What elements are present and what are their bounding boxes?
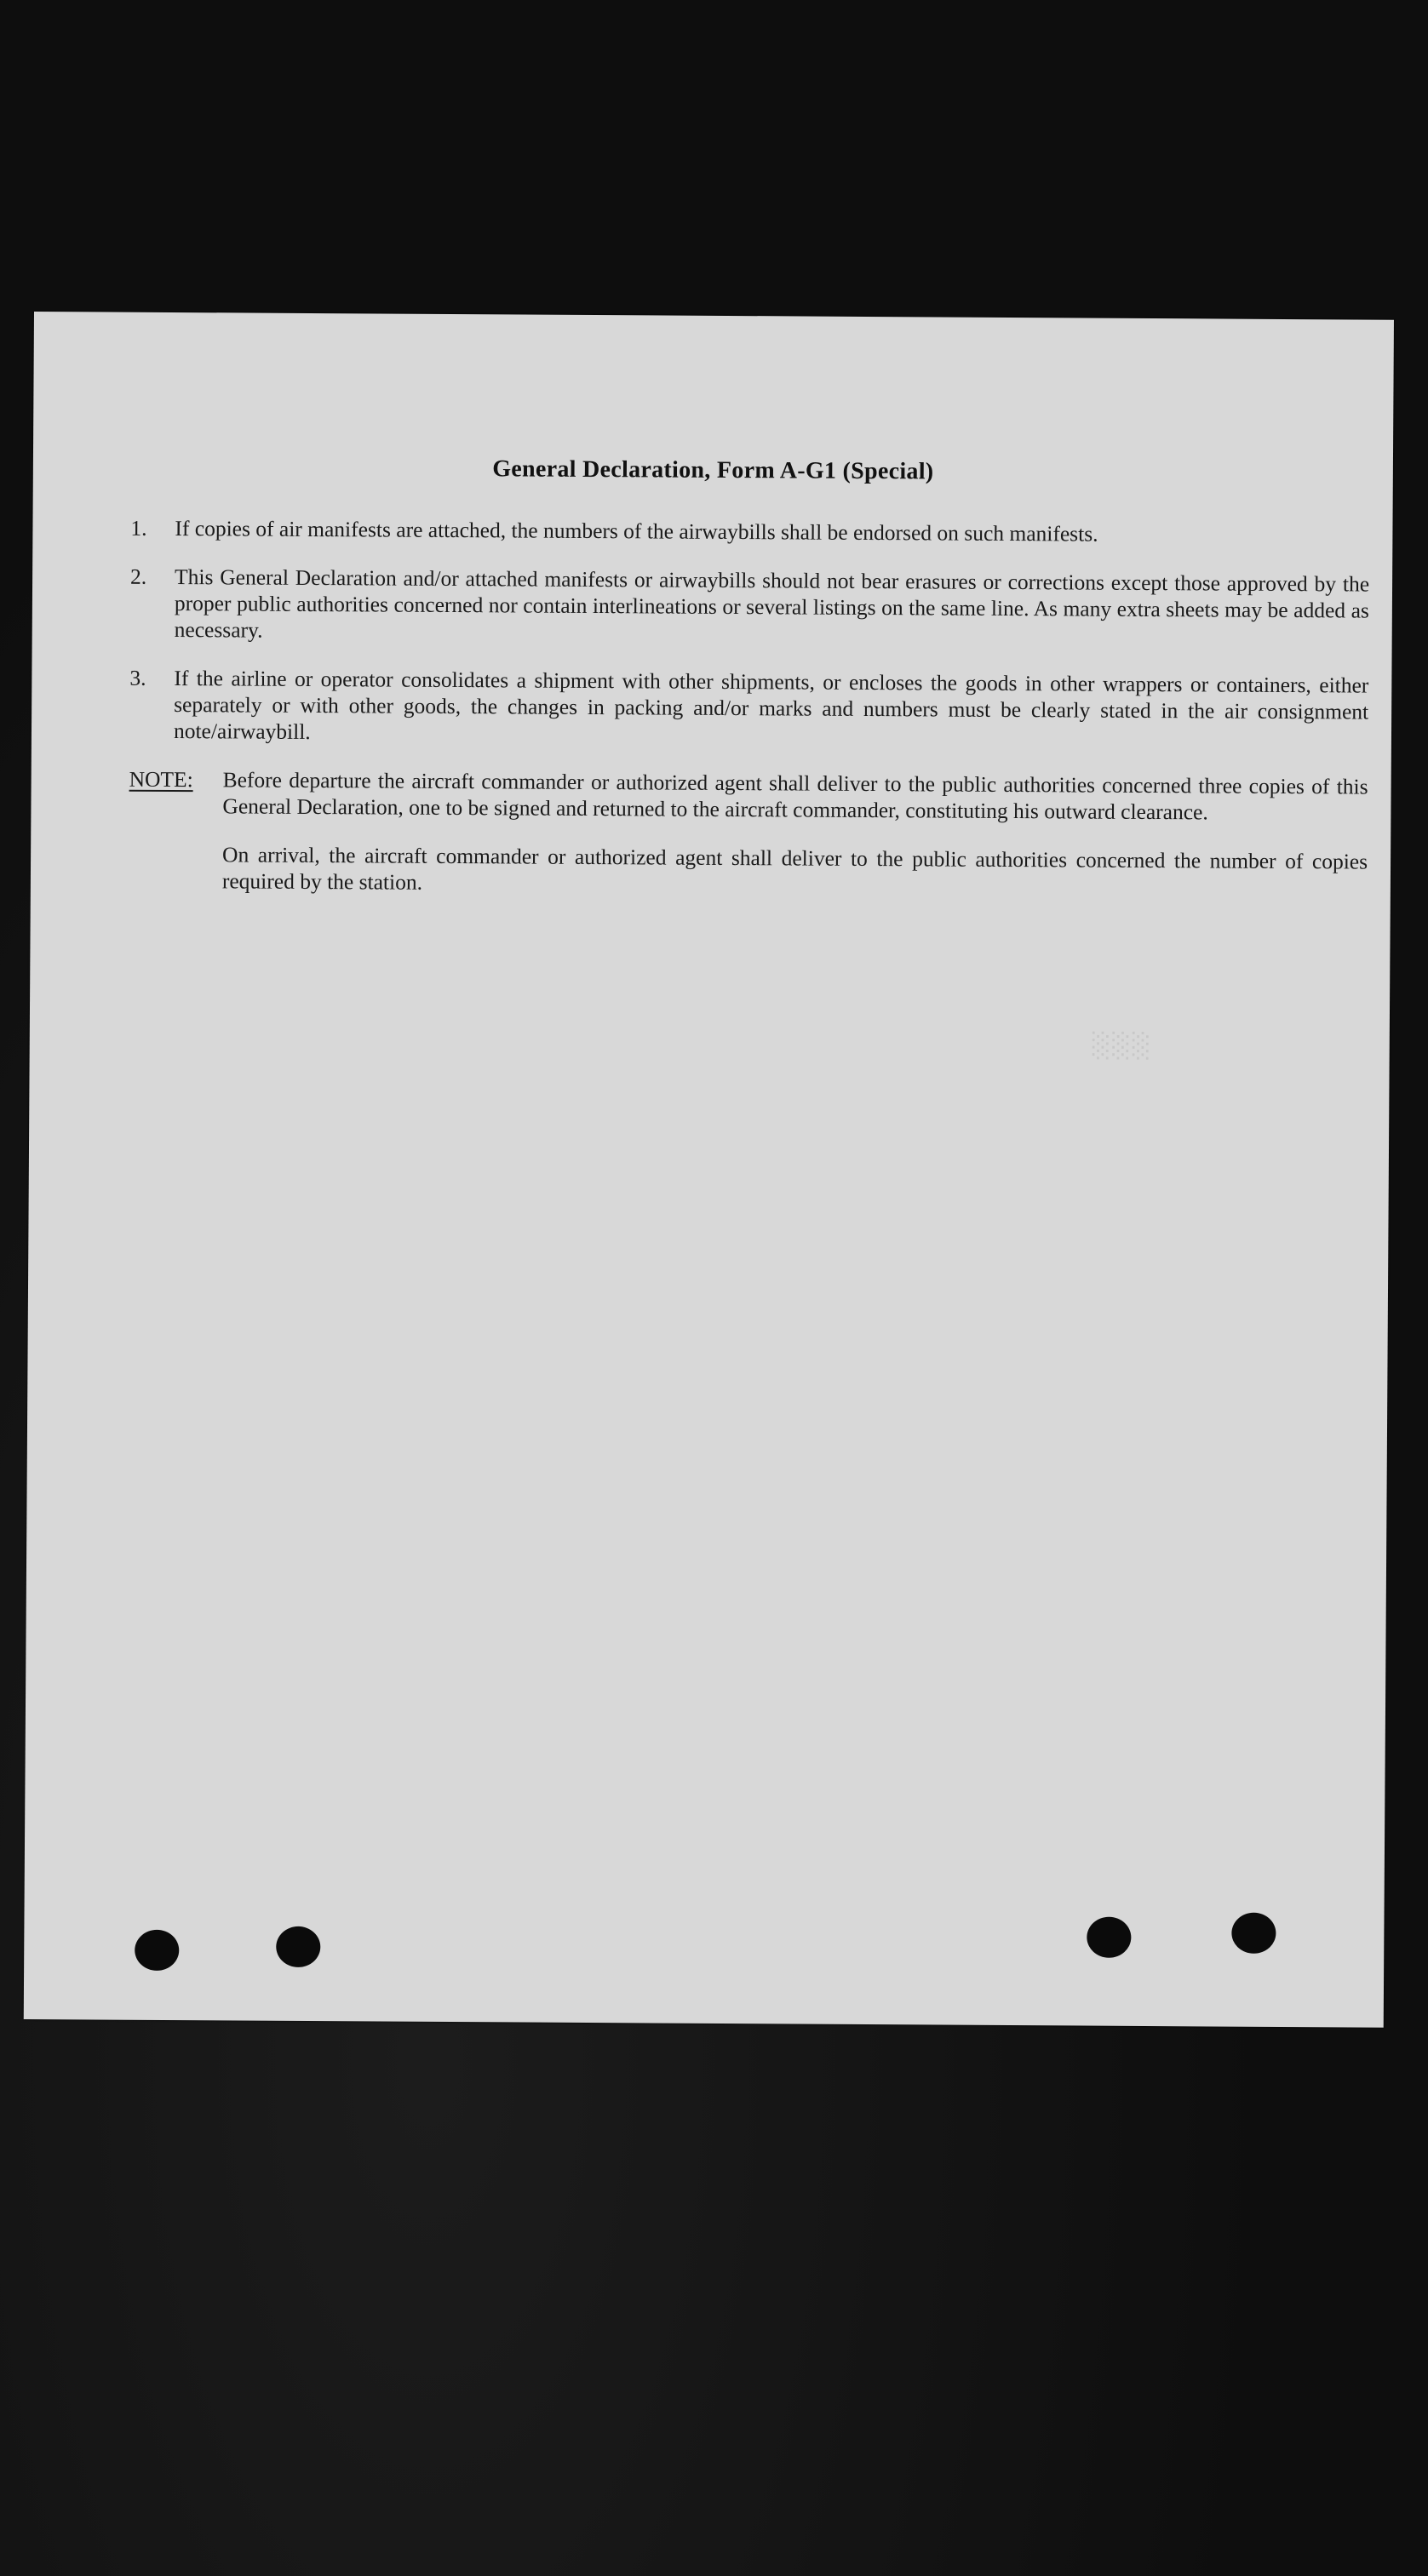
punch-hole <box>276 1926 320 1967</box>
note-body <box>222 766 1368 923</box>
item-number: 2. <box>130 564 147 589</box>
item-number: 3. <box>129 665 146 690</box>
note-paragraph: Before departure the aircraft commander or authorized agent shall deliver to the public authorities concerned three copies of this General Declaration, one to be signed and returned to the aircraft commander, constituting his outward clearance. <box>222 767 1368 825</box>
list-item <box>130 564 1370 650</box>
note-paragraph: On arrival, the aircraft commander or authorized agent shall deliver to the public authorities concerned the number of copies required by the station. <box>221 842 1368 895</box>
punch-hole <box>1231 1913 1276 1954</box>
note-label: NOTE: <box>129 766 193 793</box>
item-text: This General Declaration and/or attached manifests or airwaybills should not bear erasures or corrections except those approved by the proper public authorities concerned nor contain interlineations or several listings on the same line. As many extra sheets may be added as necessary. <box>174 564 1370 643</box>
item-text: If the airline or operator consolidates a shipment with other shipments, or encloses the goods in other wrappers or containers, either separately or with other goods, the changes in packing and/or marks and numbers must be clearly stated in the air consignment note/airwaybill. <box>173 666 1369 744</box>
list-item <box>129 665 1369 752</box>
document-page <box>24 312 1394 2028</box>
list-item <box>130 515 1369 549</box>
item-text: If copies of air manifests are attached, the numbers of the airwaybills shall be endorsed on such manifests. <box>175 516 1098 547</box>
document-title: General Declaration, Form A-G1 (Special) <box>492 455 934 485</box>
punch-hole <box>1087 1917 1131 1958</box>
faint-stamp-mark: ░░░ <box>1092 1031 1153 1061</box>
item-number: 1. <box>130 515 147 541</box>
note-section <box>129 766 1368 924</box>
punch-hole <box>135 1930 179 1971</box>
document-body <box>129 515 1370 924</box>
